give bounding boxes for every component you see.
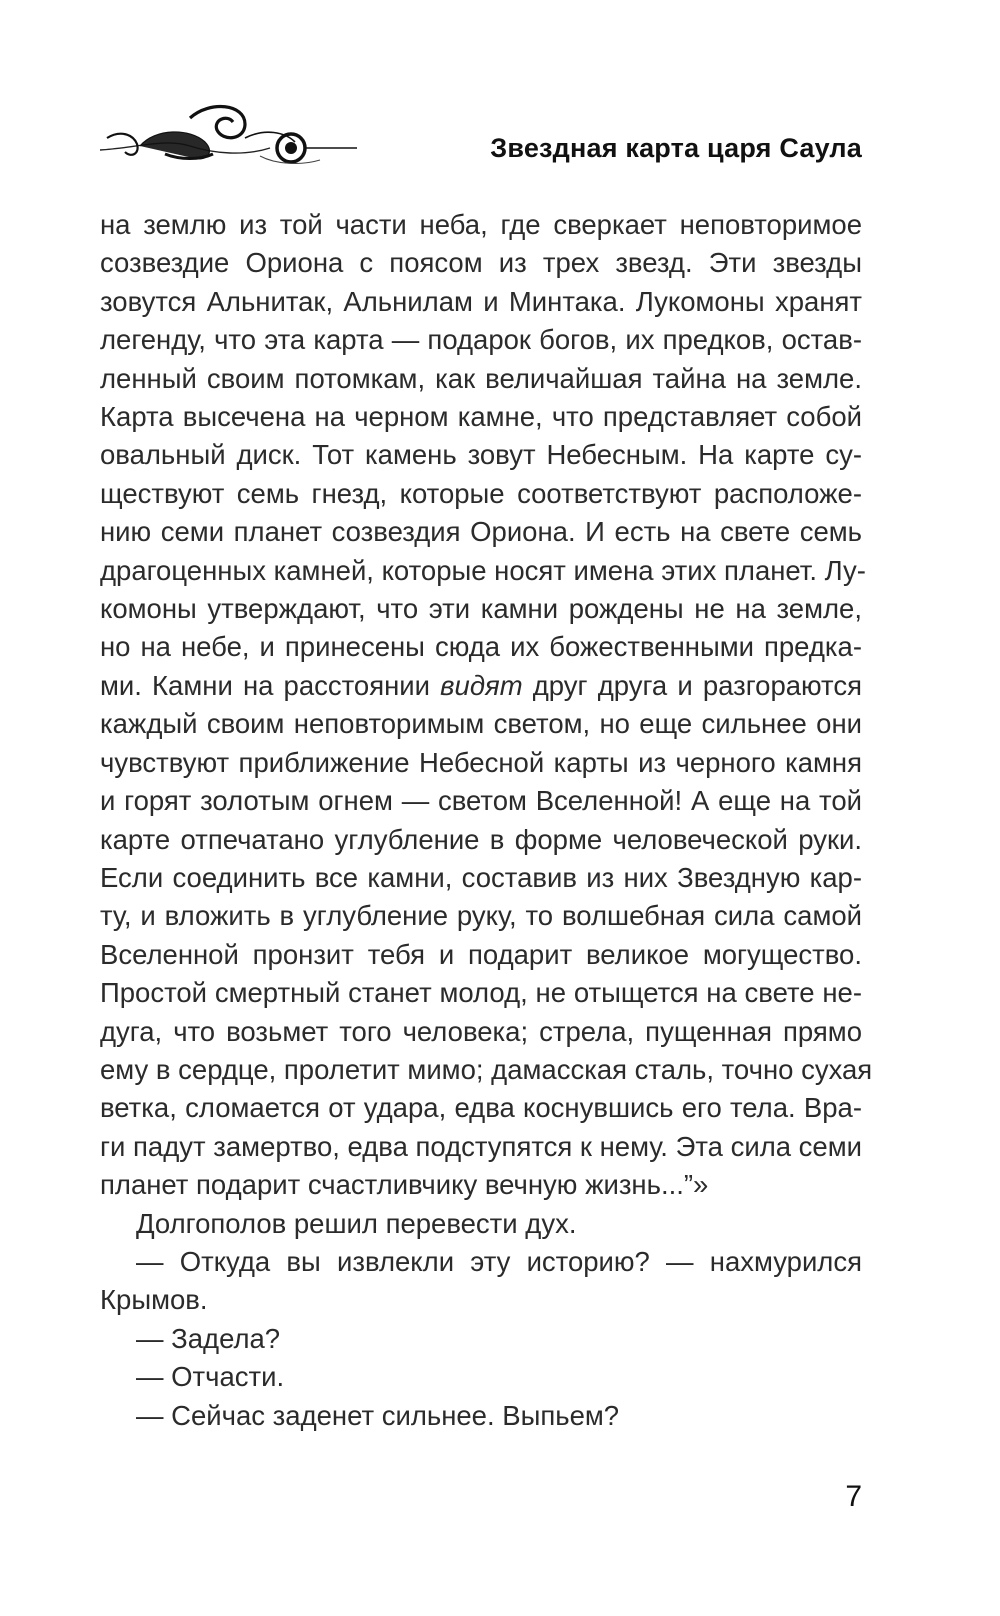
text-line: ленный своим потомкам, как величайшая тайна на земле. [100, 362, 862, 394]
text-line: дуга, что возьмет того человека; стрела, пущенная прямо [100, 1015, 862, 1047]
text-line: но на небе, и принесены сюда их божественными предка- [100, 631, 862, 663]
dialogue-line: — Отчасти. [136, 1361, 285, 1393]
text-line: Простой смертный станет молод, не отыщется на свете не- [100, 977, 862, 1009]
text-line: зовутся Альнитак, Альнилам и Минтака. Лукомоны хранят [100, 285, 862, 317]
emphasized-word: видят [440, 669, 523, 701]
text-line: ту, и вложить в углубление руку, то волшебная сила самой [100, 900, 862, 932]
text-line: Крымов. [100, 1284, 208, 1316]
text-line: чувствуют приближение Небесной карты из черного камня [100, 746, 862, 778]
text-line: ги падут замертво, едва подступятся к нему. Эта сила семи [100, 1130, 862, 1162]
text-line: комоны утверждают, что эти камни рождены не на земле, [100, 593, 862, 625]
text-line: овальный диск. Тот камень зовут Небесным. На карте су- [100, 439, 862, 471]
dialogue-line: — Задела? [136, 1322, 281, 1354]
dialogue-line: — Откуда вы извлекли эту историю? — нахмурился [136, 1245, 862, 1277]
decorative-flourish-icon [95, 98, 365, 178]
text-line: и горят золотым огнем — светом Вселенной! А еще на той [100, 785, 862, 817]
text-line: ему в сердце, пролетит мимо; дамасская сталь, точно сухая [100, 1053, 873, 1085]
text-line: Вселенной пронзит тебя и подарит великое могущество. [100, 938, 862, 970]
running-header-title: Звездная карта царя Саула [490, 133, 862, 163]
text-line: легенду, что эта карта — подарок богов, их предков, остав- [100, 324, 862, 356]
text-line: ветка, сломается от удара, едва коснувшись его тела. Вра- [100, 1092, 862, 1124]
text-line: нию семи планет созвездия Ориона. И есть на свете семь [100, 516, 862, 548]
text-segment: ми. Камни на расстоянии [100, 669, 441, 701]
text-segment: друг друга и разгораются [522, 669, 862, 701]
text-line: планет подарит счастливчику вечную жизнь...”» [100, 1169, 709, 1201]
text-line: карте отпечатано углубление в форме человеческой руки. [100, 823, 862, 855]
text-line: созвездие Ориона с поясом из трех звезд. Эти звезды [100, 247, 862, 279]
text-line: каждый своим неповторимым светом, но еще сильнее они [100, 708, 862, 740]
page-number: 7 [845, 1480, 862, 1513]
text-line: ществуют семь гнезд, которые соответствуют расположе- [100, 477, 862, 509]
text-line: Долгополов решил перевести дух. [136, 1207, 577, 1239]
text-line: на землю из той части неба, где сверкает неповторимое [100, 209, 862, 240]
dialogue-line: — Сейчас заденет сильнее. Выпьем? [136, 1399, 620, 1431]
body-text [100, 206, 873, 1435]
text-line: Если соединить все камни, составив из них Звездную кар- [100, 861, 862, 893]
text-line: драгоценных камней, которые носят имена этих планет. Лу- [100, 554, 866, 586]
text-line: Карта высечена на черном камне, что представляет собой [100, 401, 862, 433]
text-line-with-emphasis [100, 667, 862, 705]
